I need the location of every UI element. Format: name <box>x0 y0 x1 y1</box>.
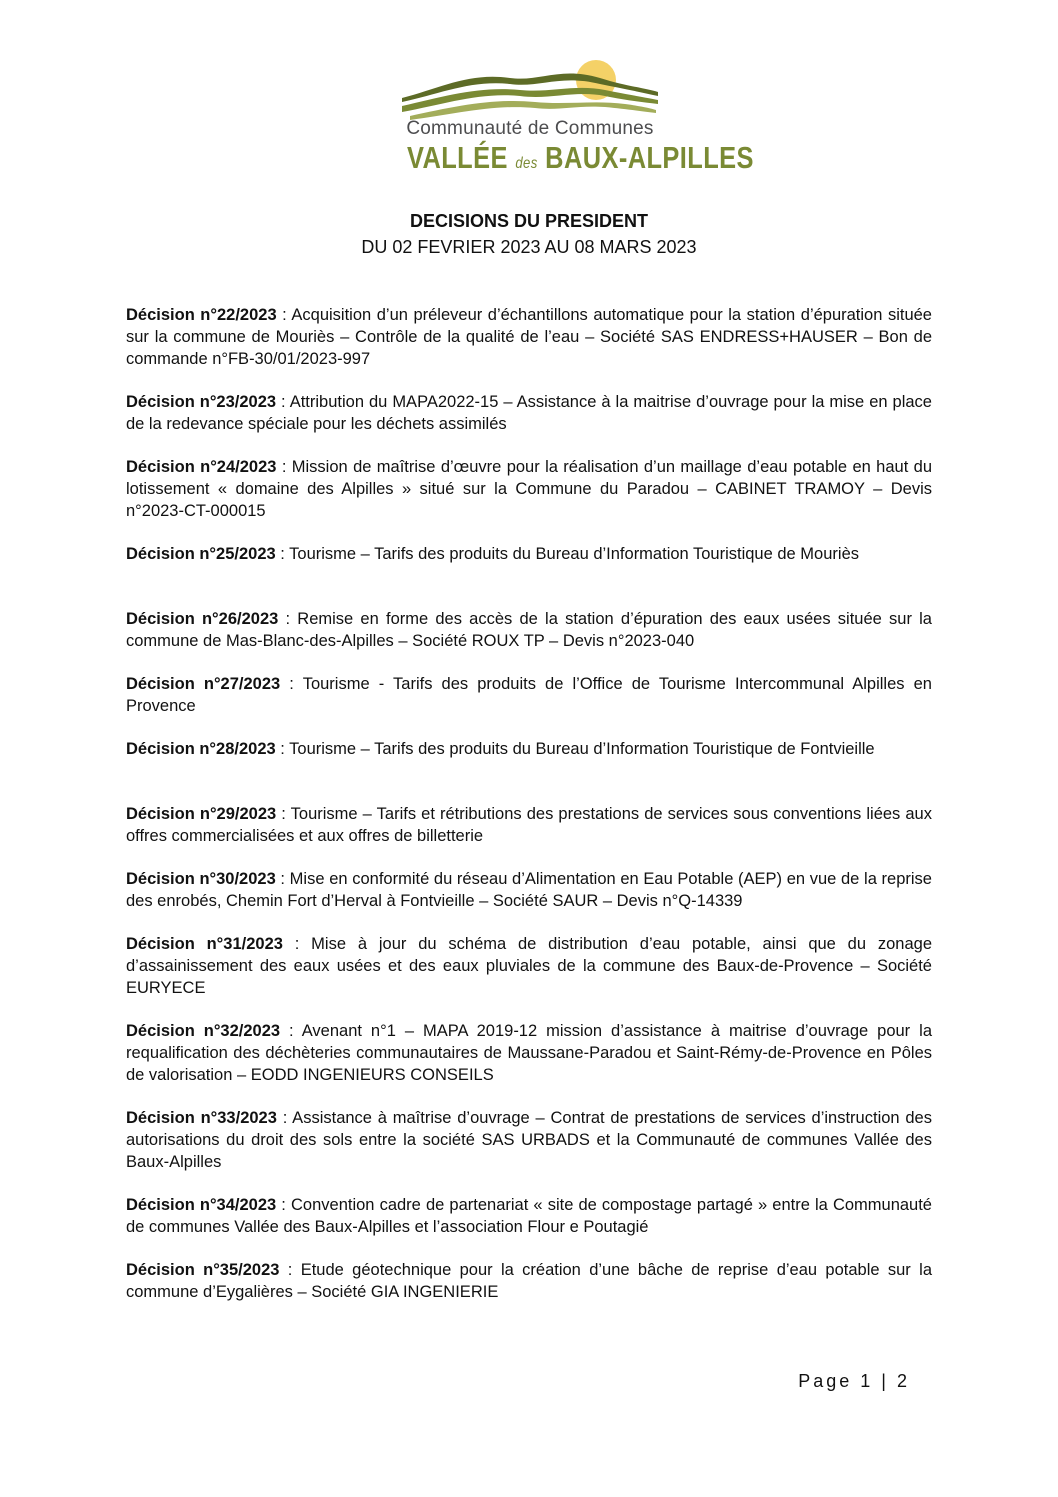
decision-item <box>126 304 932 370</box>
logo-line2-b: BAUX-ALPILLES <box>537 140 754 175</box>
decision-text: : Tourisme – Tarifs des produits du Bureau d’Information Touristique de Fontvieille <box>275 740 875 758</box>
decision-text: : Attribution du MAPA2022-15 – Assistance à la maitrise d’ouvrage pour la mise en place de la redevance spéciale pour les déchets assimilés <box>126 393 932 433</box>
decision-ref: Décision n°32/2023 <box>126 1022 281 1040</box>
logo-line1: Communauté de Communes <box>406 118 654 139</box>
decision-ref: Décision n°30/2023 <box>126 870 276 888</box>
logo-line2 <box>407 140 754 176</box>
decision-item <box>126 738 932 760</box>
decision-ref: Décision n°22/2023 <box>126 306 277 324</box>
logo-line2-a: VALLÉE <box>407 140 516 175</box>
decision-text: : Avenant n°1 – MAPA 2019-12 mission d’assistance à maitrise d’ouvrage pour la requalification des déchèteries communautaires de Maussane-Paradou et Saint-Rémy-de-Provence en Pôles de valorisation – EODD INGENIEURS CONSEILS <box>126 1022 932 1084</box>
decision-text: : Tourisme – Tarifs et rétributions des prestations de services sous conventions liées aux offres commercialisées et aux offres de billetterie <box>126 805 932 845</box>
decision-ref: Décision n°24/2023 <box>126 458 277 476</box>
logo <box>380 52 754 182</box>
decision-ref: Décision n°26/2023 <box>126 610 279 628</box>
decision-item <box>126 1259 932 1303</box>
logo-hills-icon <box>400 58 660 120</box>
decision-ref: Décision n°25/2023 <box>126 545 276 563</box>
decision-item <box>126 543 932 565</box>
decision-item <box>126 391 932 435</box>
decision-item <box>126 608 932 652</box>
decision-item <box>126 673 932 717</box>
decision-ref: Décision n°28/2023 <box>126 740 276 758</box>
decision-text: : Acquisition d’un préleveur d’échantillons automatique pour la station d’épuration située sur la commune de Mouriès – Contrôle de la qualité de l’eau – Société SAS ENDRESS+HAUSER – Bon de commande n°FB-30/01/2023-997 <box>126 306 932 368</box>
decision-text: : Mission de maîtrise d’œuvre pour la réalisation d’un maillage d’eau potable en haut du lotissement « domaine des Alpilles » situé sur la Commune du Paradou – CABINET TRAMOY – Devis n°2023-CT-000015 <box>126 458 932 520</box>
decision-text: : Convention cadre de partenariat « site de compostage partagé » entre la Communauté de communes Vallée des Baux-Alpilles et l’association Flour e Poutagié <box>126 1196 932 1236</box>
decision-ref: Décision n°23/2023 <box>126 393 277 411</box>
decision-ref: Décision n°27/2023 <box>126 675 281 693</box>
decision-text: : Remise en forme des accès de la station d’épuration des eaux usées située sur la commune de Mas-Blanc-des-Alpilles – Société ROUX TP – Devis n°2023-040 <box>126 610 932 650</box>
decision-ref: Décision n°35/2023 <box>126 1261 280 1279</box>
decision-item <box>126 803 932 847</box>
decision-item <box>126 868 932 912</box>
decision-ref: Décision n°33/2023 <box>126 1109 277 1127</box>
logo-line2-des: des <box>515 155 538 172</box>
page-title: DECISIONS DU PRESIDENT <box>409 211 649 231</box>
decision-item <box>126 1194 932 1238</box>
decision-text: : Assistance à maîtrise d’ouvrage – Contrat de prestations de services d’instruction des autorisations du droit des sols entre la société SAS URBADS et la Communauté de communes Vallée des Baux-Alpilles <box>126 1109 932 1171</box>
decision-text: : Etude géotechnique pour la création d’une bâche de reprise d’eau potable sur la commune d’Eygalières – Société GIA INGENIERIE <box>126 1261 932 1301</box>
page-number: Page 1 | 2 <box>798 1371 910 1391</box>
decision-text: : Mise en conformité du réseau d’Alimentation en Eau Potable (AEP) en vue de la reprise des enrobés, Chemin Fort d’Herval à Fontvieille – Société SAUR – Devis n°Q-14339 <box>126 870 932 910</box>
decision-item <box>126 1020 932 1086</box>
decision-item <box>126 933 932 999</box>
decision-ref: Décision n°29/2023 <box>126 805 277 823</box>
decision-text: : Tourisme – Tarifs des produits du Bureau d’Information Touristique de Mouriès <box>275 545 859 563</box>
decision-ref: Décision n°31/2023 <box>126 935 283 953</box>
decision-item <box>126 1107 932 1173</box>
decision-item <box>126 456 932 522</box>
decision-ref: Décision n°34/2023 <box>126 1196 277 1214</box>
decision-text: : Tourisme - Tarifs des produits de l’Office de Tourisme Intercommunal Alpilles en Provence <box>126 675 932 715</box>
decision-text: : Mise à jour du schéma de distribution d’eau potable, ainsi que du zonage d’assainissement des eaux usées et des eaux pluviales de la commune des Baux-de-Provence – Société EURYECE <box>126 935 932 997</box>
page-subtitle: DU 02 FEVRIER 2023 AU 08 MARS 2023 <box>361 237 697 257</box>
